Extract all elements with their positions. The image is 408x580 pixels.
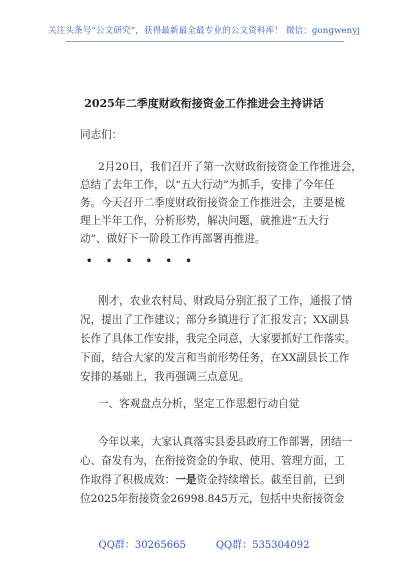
footer-contacts bbox=[0, 536, 408, 551]
paragraph-2-line-4: 下面，结合大家的发言和当前形势任务，在XX副县长工作 bbox=[80, 352, 350, 364]
section-1-heading: 一、客观盘点分析，坚定工作思想行动自觉 bbox=[98, 398, 300, 410]
section-separator: • • • • • • bbox=[86, 256, 197, 267]
paragraph-1-line-3: 务。今天召开二季度财政衔接资金工作推进会，主要是梳 bbox=[80, 197, 345, 209]
paragraph-2-line-3: 长作了具体工作安排，我完全同意，大家要抓好工作落实。 bbox=[80, 333, 356, 345]
paragraph-1-line-1: 2月20日，我们召开了第一次财政衔接资金工作推进会， bbox=[98, 161, 362, 173]
footer-qq-group-2: QQ群：535304092 bbox=[215, 540, 310, 551]
paragraph-3-line-3-post: 资金持续增长。截至目前，已到 bbox=[196, 474, 345, 486]
document-title: 2025年二季度财政衔接资金工作推进会主持讲话 bbox=[84, 97, 324, 110]
header-banner: 关注头条号“公文研究”，获得最新最全最专业的公文资料库！ 微信：gongwenyj bbox=[47, 26, 361, 36]
paragraph-3-line-2: 心、奋发有为，在衔接资金的争取、使用、管理方面，工 bbox=[80, 455, 345, 467]
paragraph-1-line-4: 理上半年工作，分析形势，解决问题，就推进“五大行 bbox=[80, 215, 330, 227]
paragraph-3-line-3 bbox=[80, 473, 345, 487]
paragraph-2-line-2: 况，提出了工作建议；部分乡镇进行了汇报发言；XX副县 bbox=[80, 314, 350, 326]
paragraph-1-line-5: 动”、做好下一阶段工作再部署再推进。 bbox=[80, 233, 266, 245]
paragraph-3-emphasis: 一是 bbox=[175, 474, 197, 486]
header-divider bbox=[66, 41, 344, 42]
paragraph-3-line-4: 位2025年衔接资金26998.845万元，包括中央衔接资金 bbox=[80, 493, 345, 505]
paragraph-3-line-3-pre: 作取得了积极成效： bbox=[80, 474, 176, 486]
paragraph-3-line-1: 今年以来，大家认真落实县委县政府工作部署，团结一 bbox=[98, 436, 353, 448]
paragraph-2-line-5: 安排的基础上，我再强调三点意见。 bbox=[80, 371, 250, 383]
paragraph-1-line-2: 总结了去年工作，以“五大行动”为抓手，安排了今年任 bbox=[80, 179, 335, 191]
footer-qq-group-1: QQ群：30265665 bbox=[98, 540, 186, 551]
paragraph-2-line-1: 刚才，农业农村局、财政局分别汇报了工作，通报了情 bbox=[98, 295, 353, 307]
salutation: 同志们： bbox=[80, 129, 123, 141]
